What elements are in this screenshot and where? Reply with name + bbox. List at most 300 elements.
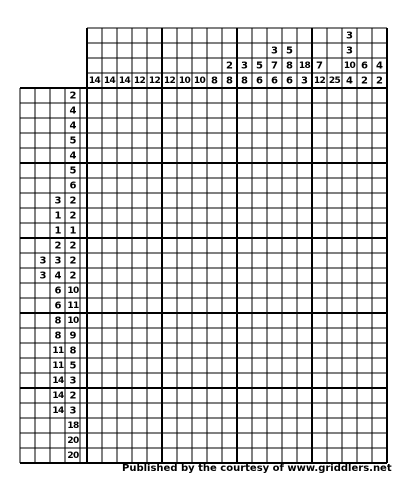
grid-cell[interactable] (297, 268, 312, 283)
grid-cell[interactable] (297, 178, 312, 193)
grid-cell[interactable] (177, 178, 192, 193)
grid-cell[interactable] (327, 358, 342, 373)
grid-cell[interactable] (297, 103, 312, 118)
grid-cell[interactable] (372, 148, 387, 163)
grid-cell[interactable] (342, 118, 357, 133)
grid-cell[interactable] (132, 283, 147, 298)
grid-cell[interactable] (117, 328, 132, 343)
grid-cell[interactable] (132, 103, 147, 118)
grid-cell[interactable] (162, 193, 177, 208)
grid-cell[interactable] (342, 388, 357, 403)
grid-cell[interactable] (372, 433, 387, 448)
grid-cell[interactable] (282, 448, 297, 463)
grid-cell[interactable] (147, 373, 162, 388)
grid-cell[interactable] (327, 148, 342, 163)
grid-cell[interactable] (327, 448, 342, 463)
grid-cell[interactable] (267, 358, 282, 373)
grid-cell[interactable] (237, 238, 252, 253)
grid-cell[interactable] (297, 403, 312, 418)
grid-cell[interactable] (147, 403, 162, 418)
grid-cell[interactable] (132, 328, 147, 343)
grid-cell[interactable] (132, 133, 147, 148)
grid-cell[interactable] (147, 313, 162, 328)
grid-cell[interactable] (87, 283, 102, 298)
grid-cell[interactable] (132, 208, 147, 223)
grid-cell[interactable] (297, 88, 312, 103)
grid-cell[interactable] (312, 178, 327, 193)
grid-cell[interactable] (267, 103, 282, 118)
grid-cell[interactable] (132, 448, 147, 463)
grid-cell[interactable] (267, 313, 282, 328)
grid-cell[interactable] (237, 388, 252, 403)
grid-cell[interactable] (162, 238, 177, 253)
grid-cell[interactable] (147, 88, 162, 103)
grid-cell[interactable] (87, 358, 102, 373)
grid-cell[interactable] (282, 328, 297, 343)
grid-cell[interactable] (312, 88, 327, 103)
grid-cell[interactable] (267, 193, 282, 208)
grid-cell[interactable] (342, 403, 357, 418)
grid-cell[interactable] (132, 358, 147, 373)
grid-cell[interactable] (267, 238, 282, 253)
grid-cell[interactable] (117, 343, 132, 358)
grid-cell[interactable] (102, 388, 117, 403)
grid-cell[interactable] (102, 343, 117, 358)
grid-cell[interactable] (147, 388, 162, 403)
grid-cell[interactable] (192, 178, 207, 193)
grid-cell[interactable] (177, 373, 192, 388)
grid-cell[interactable] (192, 388, 207, 403)
grid-cell[interactable] (192, 328, 207, 343)
grid-cell[interactable] (132, 403, 147, 418)
grid-cell[interactable] (222, 448, 237, 463)
grid-cell[interactable] (222, 148, 237, 163)
grid-cell[interactable] (372, 253, 387, 268)
grid-cell[interactable] (117, 403, 132, 418)
grid-cell[interactable] (207, 103, 222, 118)
grid-cell[interactable] (132, 298, 147, 313)
grid-cell[interactable] (192, 358, 207, 373)
grid-cell[interactable] (177, 433, 192, 448)
grid-cell[interactable] (177, 418, 192, 433)
grid-cell[interactable] (267, 88, 282, 103)
grid-cell[interactable] (252, 343, 267, 358)
grid-cell[interactable] (192, 208, 207, 223)
grid-cell[interactable] (207, 268, 222, 283)
grid-cell[interactable] (207, 118, 222, 133)
grid-cell[interactable] (237, 403, 252, 418)
grid-cell[interactable] (252, 418, 267, 433)
grid-cell[interactable] (222, 133, 237, 148)
grid-cell[interactable] (222, 283, 237, 298)
grid-cell[interactable] (117, 148, 132, 163)
grid-cell[interactable] (237, 313, 252, 328)
grid-cell[interactable] (282, 118, 297, 133)
grid-cell[interactable] (177, 328, 192, 343)
grid-cell[interactable] (162, 163, 177, 178)
grid-cell[interactable] (162, 313, 177, 328)
grid-cell[interactable] (147, 358, 162, 373)
grid-cell[interactable] (312, 358, 327, 373)
grid-cell[interactable] (207, 223, 222, 238)
grid-cell[interactable] (297, 238, 312, 253)
grid-cell[interactable] (162, 373, 177, 388)
grid-cell[interactable] (282, 433, 297, 448)
grid-cell[interactable] (252, 403, 267, 418)
solving-grid[interactable] (87, 88, 387, 463)
grid-cell[interactable] (282, 298, 297, 313)
grid-cell[interactable] (342, 433, 357, 448)
grid-cell[interactable] (357, 268, 372, 283)
grid-cell[interactable] (342, 238, 357, 253)
grid-cell[interactable] (132, 118, 147, 133)
grid-cell[interactable] (252, 298, 267, 313)
grid-cell[interactable] (192, 148, 207, 163)
grid-cell[interactable] (237, 268, 252, 283)
grid-cell[interactable] (237, 163, 252, 178)
grid-cell[interactable] (162, 388, 177, 403)
grid-cell[interactable] (267, 433, 282, 448)
grid-cell[interactable] (297, 148, 312, 163)
grid-cell[interactable] (177, 148, 192, 163)
grid-cell[interactable] (207, 388, 222, 403)
grid-cell[interactable] (267, 268, 282, 283)
grid-cell[interactable] (192, 238, 207, 253)
grid-cell[interactable] (102, 238, 117, 253)
grid-cell[interactable] (192, 283, 207, 298)
grid-cell[interactable] (102, 223, 117, 238)
grid-cell[interactable] (207, 358, 222, 373)
grid-cell[interactable] (87, 103, 102, 118)
grid-cell[interactable] (282, 373, 297, 388)
grid-cell[interactable] (312, 298, 327, 313)
grid-cell[interactable] (117, 298, 132, 313)
grid-cell[interactable] (207, 283, 222, 298)
grid-cell[interactable] (327, 283, 342, 298)
grid-cell[interactable] (87, 298, 102, 313)
grid-cell[interactable] (252, 193, 267, 208)
grid-cell[interactable] (147, 343, 162, 358)
grid-cell[interactable] (252, 358, 267, 373)
grid-cell[interactable] (357, 118, 372, 133)
grid-cell[interactable] (327, 163, 342, 178)
grid-cell[interactable] (252, 118, 267, 133)
grid-cell[interactable] (327, 238, 342, 253)
grid-cell[interactable] (297, 298, 312, 313)
grid-cell[interactable] (222, 418, 237, 433)
grid-cell[interactable] (87, 253, 102, 268)
grid-cell[interactable] (237, 223, 252, 238)
grid-cell[interactable] (267, 253, 282, 268)
grid-cell[interactable] (297, 163, 312, 178)
grid-cell[interactable] (312, 268, 327, 283)
grid-cell[interactable] (102, 418, 117, 433)
grid-cell[interactable] (372, 448, 387, 463)
grid-cell[interactable] (192, 313, 207, 328)
grid-cell[interactable] (297, 193, 312, 208)
grid-cell[interactable] (147, 268, 162, 283)
grid-cell[interactable] (267, 283, 282, 298)
grid-cell[interactable] (327, 133, 342, 148)
grid-cell[interactable] (117, 313, 132, 328)
grid-cell[interactable] (267, 118, 282, 133)
grid-cell[interactable] (162, 283, 177, 298)
grid-cell[interactable] (222, 403, 237, 418)
grid-cell[interactable] (102, 118, 117, 133)
grid-cell[interactable] (237, 178, 252, 193)
grid-cell[interactable] (372, 133, 387, 148)
grid-cell[interactable] (177, 403, 192, 418)
grid-cell[interactable] (102, 433, 117, 448)
grid-cell[interactable] (132, 388, 147, 403)
grid-cell[interactable] (237, 193, 252, 208)
grid-cell[interactable] (222, 253, 237, 268)
grid-cell[interactable] (177, 208, 192, 223)
grid-cell[interactable] (117, 88, 132, 103)
grid-cell[interactable] (357, 433, 372, 448)
grid-cell[interactable] (312, 388, 327, 403)
grid-cell[interactable] (297, 358, 312, 373)
grid-cell[interactable] (147, 133, 162, 148)
grid-cell[interactable] (207, 298, 222, 313)
grid-cell[interactable] (87, 178, 102, 193)
grid-cell[interactable] (147, 238, 162, 253)
grid-cell[interactable] (117, 283, 132, 298)
grid-cell[interactable] (222, 163, 237, 178)
grid-cell[interactable] (312, 403, 327, 418)
grid-cell[interactable] (357, 88, 372, 103)
grid-cell[interactable] (267, 178, 282, 193)
grid-cell[interactable] (252, 163, 267, 178)
grid-cell[interactable] (327, 313, 342, 328)
grid-cell[interactable] (372, 103, 387, 118)
grid-cell[interactable] (132, 373, 147, 388)
grid-cell[interactable] (267, 388, 282, 403)
grid-cell[interactable] (207, 343, 222, 358)
grid-cell[interactable] (162, 178, 177, 193)
grid-cell[interactable] (222, 103, 237, 118)
grid-cell[interactable] (357, 373, 372, 388)
grid-cell[interactable] (147, 193, 162, 208)
grid-cell[interactable] (192, 193, 207, 208)
grid-cell[interactable] (222, 388, 237, 403)
grid-cell[interactable] (342, 373, 357, 388)
grid-cell[interactable] (357, 178, 372, 193)
grid-cell[interactable] (177, 223, 192, 238)
grid-cell[interactable] (282, 313, 297, 328)
grid-cell[interactable] (282, 238, 297, 253)
grid-cell[interactable] (102, 148, 117, 163)
grid-cell[interactable] (372, 208, 387, 223)
grid-cell[interactable] (87, 418, 102, 433)
grid-cell[interactable] (207, 448, 222, 463)
grid-cell[interactable] (87, 313, 102, 328)
grid-cell[interactable] (177, 118, 192, 133)
grid-cell[interactable] (327, 433, 342, 448)
grid-cell[interactable] (252, 388, 267, 403)
grid-cell[interactable] (357, 133, 372, 148)
grid-cell[interactable] (327, 343, 342, 358)
grid-cell[interactable] (372, 283, 387, 298)
grid-cell[interactable] (147, 103, 162, 118)
grid-cell[interactable] (147, 208, 162, 223)
grid-cell[interactable] (282, 283, 297, 298)
grid-cell[interactable] (237, 343, 252, 358)
grid-cell[interactable] (252, 268, 267, 283)
grid-cell[interactable] (342, 208, 357, 223)
grid-cell[interactable] (87, 238, 102, 253)
grid-cell[interactable] (192, 448, 207, 463)
grid-cell[interactable] (117, 118, 132, 133)
grid-cell[interactable] (102, 163, 117, 178)
grid-cell[interactable] (252, 238, 267, 253)
grid-cell[interactable] (372, 238, 387, 253)
grid-cell[interactable] (222, 343, 237, 358)
grid-cell[interactable] (117, 358, 132, 373)
grid-cell[interactable] (297, 388, 312, 403)
grid-cell[interactable] (252, 328, 267, 343)
grid-cell[interactable] (102, 193, 117, 208)
grid-cell[interactable] (312, 373, 327, 388)
grid-cell[interactable] (87, 343, 102, 358)
grid-cell[interactable] (207, 313, 222, 328)
grid-cell[interactable] (162, 133, 177, 148)
grid-cell[interactable] (252, 103, 267, 118)
grid-cell[interactable] (282, 403, 297, 418)
grid-cell[interactable] (357, 418, 372, 433)
grid-cell[interactable] (162, 298, 177, 313)
grid-cell[interactable] (372, 88, 387, 103)
grid-cell[interactable] (177, 163, 192, 178)
grid-cell[interactable] (87, 433, 102, 448)
grid-cell[interactable] (252, 208, 267, 223)
grid-cell[interactable] (312, 148, 327, 163)
grid-cell[interactable] (357, 403, 372, 418)
grid-cell[interactable] (312, 343, 327, 358)
grid-cell[interactable] (342, 133, 357, 148)
grid-cell[interactable] (222, 208, 237, 223)
grid-cell[interactable] (147, 448, 162, 463)
grid-cell[interactable] (267, 448, 282, 463)
grid-cell[interactable] (297, 433, 312, 448)
grid-cell[interactable] (222, 238, 237, 253)
grid-cell[interactable] (222, 313, 237, 328)
grid-cell[interactable] (357, 298, 372, 313)
grid-cell[interactable] (312, 328, 327, 343)
grid-cell[interactable] (327, 418, 342, 433)
grid-cell[interactable] (207, 403, 222, 418)
grid-cell[interactable] (162, 268, 177, 283)
grid-cell[interactable] (342, 193, 357, 208)
grid-cell[interactable] (372, 163, 387, 178)
grid-cell[interactable] (282, 103, 297, 118)
grid-cell[interactable] (102, 448, 117, 463)
grid-cell[interactable] (207, 163, 222, 178)
grid-cell[interactable] (372, 223, 387, 238)
grid-cell[interactable] (207, 133, 222, 148)
grid-cell[interactable] (87, 223, 102, 238)
grid-cell[interactable] (117, 133, 132, 148)
grid-cell[interactable] (147, 253, 162, 268)
grid-cell[interactable] (357, 358, 372, 373)
grid-cell[interactable] (237, 373, 252, 388)
grid-cell[interactable] (312, 253, 327, 268)
grid-cell[interactable] (327, 223, 342, 238)
grid-cell[interactable] (117, 448, 132, 463)
grid-cell[interactable] (207, 178, 222, 193)
grid-cell[interactable] (252, 88, 267, 103)
grid-cell[interactable] (357, 238, 372, 253)
grid-cell[interactable] (207, 418, 222, 433)
grid-cell[interactable] (357, 328, 372, 343)
grid-cell[interactable] (237, 118, 252, 133)
grid-cell[interactable] (147, 118, 162, 133)
grid-cell[interactable] (237, 433, 252, 448)
grid-cell[interactable] (207, 148, 222, 163)
grid-cell[interactable] (267, 223, 282, 238)
grid-cell[interactable] (372, 358, 387, 373)
grid-cell[interactable] (132, 433, 147, 448)
grid-cell[interactable] (297, 223, 312, 238)
grid-cell[interactable] (147, 328, 162, 343)
grid-cell[interactable] (282, 133, 297, 148)
grid-cell[interactable] (117, 178, 132, 193)
grid-cell[interactable] (312, 133, 327, 148)
grid-cell[interactable] (327, 118, 342, 133)
grid-cell[interactable] (87, 208, 102, 223)
grid-cell[interactable] (327, 298, 342, 313)
grid-cell[interactable] (87, 88, 102, 103)
grid-cell[interactable] (327, 208, 342, 223)
grid-cell[interactable] (177, 88, 192, 103)
grid-cell[interactable] (222, 433, 237, 448)
grid-cell[interactable] (102, 403, 117, 418)
grid-cell[interactable] (312, 313, 327, 328)
grid-cell[interactable] (177, 283, 192, 298)
grid-cell[interactable] (237, 298, 252, 313)
grid-cell[interactable] (102, 283, 117, 298)
grid-cell[interactable] (132, 253, 147, 268)
grid-cell[interactable] (297, 208, 312, 223)
grid-cell[interactable] (132, 268, 147, 283)
grid-cell[interactable] (222, 118, 237, 133)
grid-cell[interactable] (102, 103, 117, 118)
grid-cell[interactable] (282, 253, 297, 268)
grid-cell[interactable] (162, 358, 177, 373)
grid-cell[interactable] (267, 343, 282, 358)
grid-cell[interactable] (132, 223, 147, 238)
grid-cell[interactable] (192, 103, 207, 118)
grid-cell[interactable] (372, 298, 387, 313)
grid-cell[interactable] (372, 118, 387, 133)
grid-cell[interactable] (282, 178, 297, 193)
grid-cell[interactable] (282, 208, 297, 223)
grid-cell[interactable] (87, 373, 102, 388)
grid-cell[interactable] (192, 163, 207, 178)
grid-cell[interactable] (117, 253, 132, 268)
grid-cell[interactable] (87, 448, 102, 463)
grid-cell[interactable] (177, 448, 192, 463)
grid-cell[interactable] (147, 223, 162, 238)
grid-cell[interactable] (117, 373, 132, 388)
grid-cell[interactable] (102, 268, 117, 283)
grid-cell[interactable] (237, 148, 252, 163)
grid-cell[interactable] (222, 178, 237, 193)
grid-cell[interactable] (102, 208, 117, 223)
grid-cell[interactable] (342, 283, 357, 298)
grid-cell[interactable] (162, 208, 177, 223)
grid-cell[interactable] (117, 238, 132, 253)
